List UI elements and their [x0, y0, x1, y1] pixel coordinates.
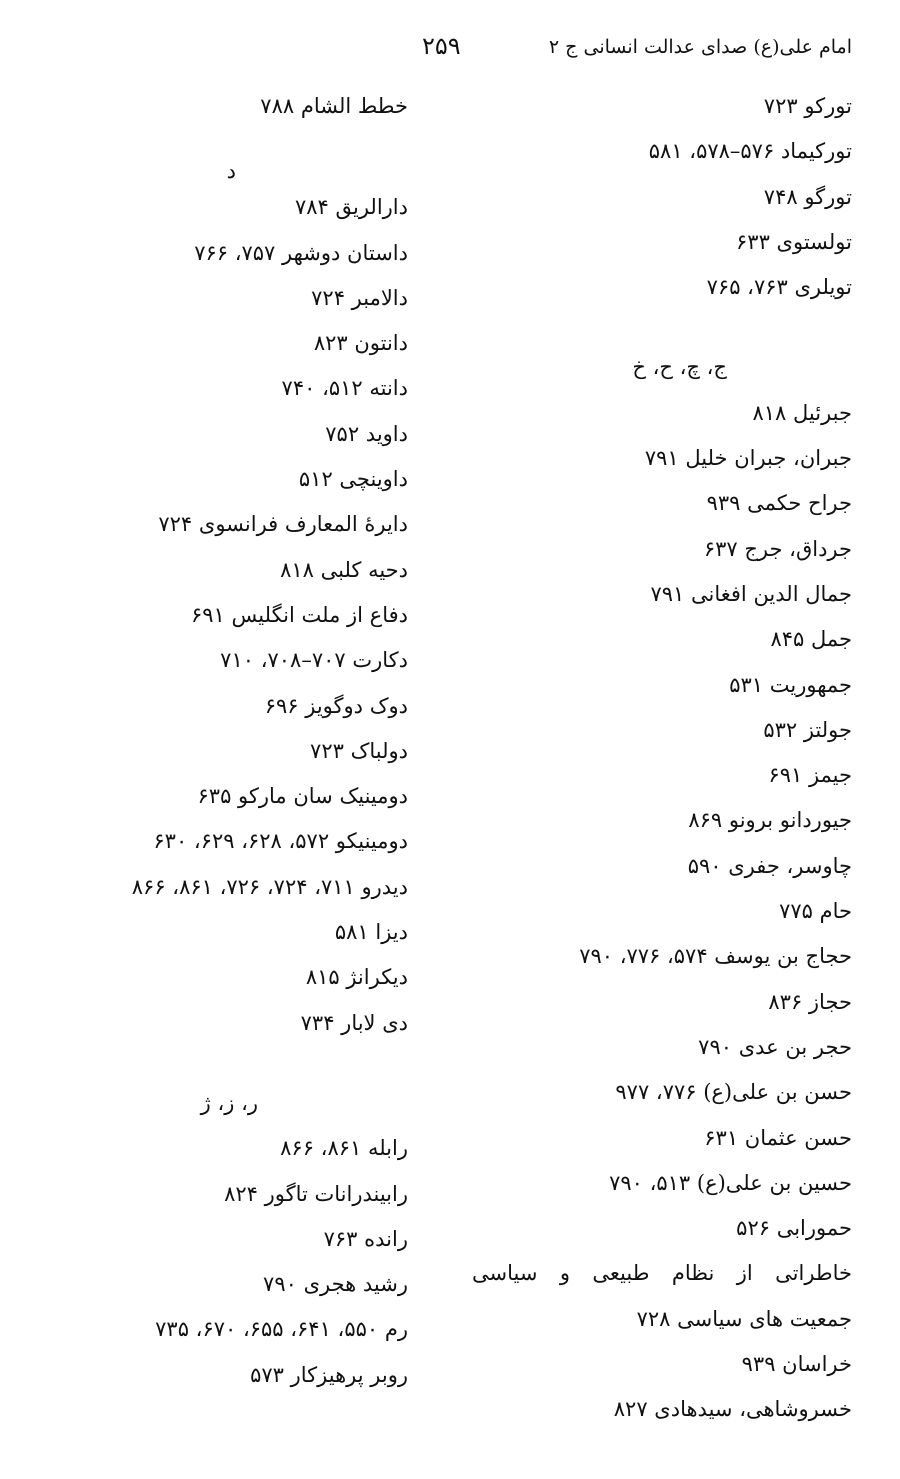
index-entry: جرداق، جرج ۶۳۷ — [703, 536, 852, 561]
running-title: امام علی(ع) صدای عدالت انسانی ج ۲ — [548, 36, 852, 58]
page-number: ۲۵۹ — [422, 32, 461, 60]
index-column-left — [8, 84, 408, 1398]
index-entry: دومینیک سان مارکو ۶۳۵ — [197, 784, 408, 809]
index-entry: دولباک ۷۲۳ — [310, 738, 408, 763]
index-entry: دایرۀ المعارف فرانسوی ۷۲۴ — [158, 512, 408, 537]
index-entry: جمل ۸۴۵ — [770, 627, 852, 652]
index-entry: دحیه کلبی ۸۱۸ — [280, 557, 408, 582]
index-entry: دکارت ۷۰۷–۷۰۸، ۷۱۰ — [220, 648, 408, 673]
index-entry: جیوردانو برونو ۸۶۹ — [688, 808, 852, 833]
index-entry: خراسان ۹۳۹ — [741, 1352, 852, 1377]
index-entry: رشید هجری ۷۹۰ — [263, 1272, 408, 1297]
index-entry: حام ۷۷۵ — [779, 899, 852, 924]
index-entry: خطط الشام ۷۸۸ — [260, 94, 408, 118]
section-heading: د — [226, 159, 236, 184]
index-entry: خسروشاهی، سیدهادی ۸۲۷ — [613, 1397, 852, 1422]
index-entry: دومینیکو ۵۷۲، ۶۲۸، ۶۲۹، ۶۳۰ — [153, 829, 408, 854]
index-entry: دفاع از ملت انگلیس ۶۹۱ — [191, 602, 408, 627]
index-entry: جراح حکمی ۹۳۹ — [706, 491, 852, 516]
index-entry: تورگو ۷۴۸ — [763, 184, 852, 209]
index-entry: دیدرو ۷۱۱، ۷۲۴، ۷۲۶، ۸۶۱، ۸۶۶ — [131, 874, 408, 899]
index-entry: حجر بن عدی ۷۹۰ — [698, 1034, 852, 1059]
index-entry: رابیندرانات تاگور ۸۲۴ — [224, 1181, 408, 1206]
index-entry: دیزا ۵۸۱ — [334, 920, 408, 945]
index-entry: رم ۵۵۰، ۶۴۱، ۶۵۵، ۶۷۰، ۷۳۵ — [155, 1317, 408, 1342]
index-entry: تورکیماد ۵۷۶–۵۷۸، ۵۸۱ — [648, 139, 852, 164]
index-entry: دانتون ۸۲۳ — [313, 331, 408, 356]
index-entry: حجاز ۸۳۶ — [768, 989, 852, 1014]
index-entry: دالامبر ۷۲۴ — [311, 285, 408, 310]
section-heading: ر، ز، ژ — [200, 1090, 258, 1115]
index-entry: تورکو ۷۲۳ — [763, 94, 852, 118]
index-entry: جیمز ۶۹۱ — [768, 763, 852, 788]
index-entry: داوینچی ۵۱۲ — [298, 467, 408, 492]
index-entry: حسن عثمان ۶۳۱ — [704, 1125, 852, 1150]
index-entry: داستان دوشهر ۷۵۷، ۷۶۶ — [194, 240, 408, 265]
index-entry-wrapped: خاطراتی از نظام طبیعی و سیاسی — [472, 1261, 852, 1286]
index-entry: رانده ۷۶۳ — [323, 1226, 408, 1251]
index-entry: حمورابی ۵۲۶ — [736, 1216, 852, 1241]
index-entry: جبرئیل ۸۱۸ — [752, 400, 852, 425]
index-entry: تویلری ۷۶۳، ۷۶۵ — [706, 275, 852, 300]
index-entry: تولستوی ۶۳۳ — [736, 229, 852, 254]
index-entry: جبران، جبران خلیل ۷۹۱ — [644, 446, 852, 471]
index-column-right — [472, 84, 852, 1433]
index-entry: دوک دوگویز ۶۹۶ — [264, 693, 408, 718]
index-entry: داوید ۷۵۲ — [325, 421, 408, 446]
index-entry: حسین بن علی(ع) ۵۱۳، ۷۹۰ — [609, 1170, 852, 1195]
index-entry: چاوسر، جفری ۵۹۰ — [687, 853, 852, 878]
page-header — [0, 32, 900, 68]
index-entry: جمهوریت ۵۳۱ — [729, 672, 852, 697]
section-spacer — [472, 310, 852, 345]
index-entry: دیکرانژ ۸۱۵ — [305, 965, 408, 990]
index-entry: دارالریق ۷۸۴ — [294, 195, 408, 220]
index-entry: حسن بن علی(ع) ۷۷۶، ۹۷۷ — [615, 1080, 852, 1105]
index-entry: جمال الدین افغانی ۷۹۱ — [650, 581, 852, 606]
index-entry: دی لابار ۷۳۴ — [300, 1010, 408, 1035]
section-spacer — [8, 129, 408, 157]
index-entry: رابله ۸۶۱، ۸۶۶ — [280, 1136, 408, 1161]
section-spacer — [8, 1046, 408, 1081]
index-entry: حجاج بن یوسف ۵۷۴، ۷۷۶، ۷۹۰ — [579, 944, 852, 969]
index-entry: روبر پرهیزکار ۵۷۳ — [250, 1362, 408, 1387]
index-entry: جمعیت های سیاسی ۷۲۸ — [636, 1306, 852, 1331]
index-entry: جولتز ۵۳۲ — [763, 717, 852, 742]
section-heading: ج، چ، ح، خ — [632, 355, 727, 380]
index-entry: دانته ۵۱۲، ۷۴۰ — [281, 376, 408, 401]
